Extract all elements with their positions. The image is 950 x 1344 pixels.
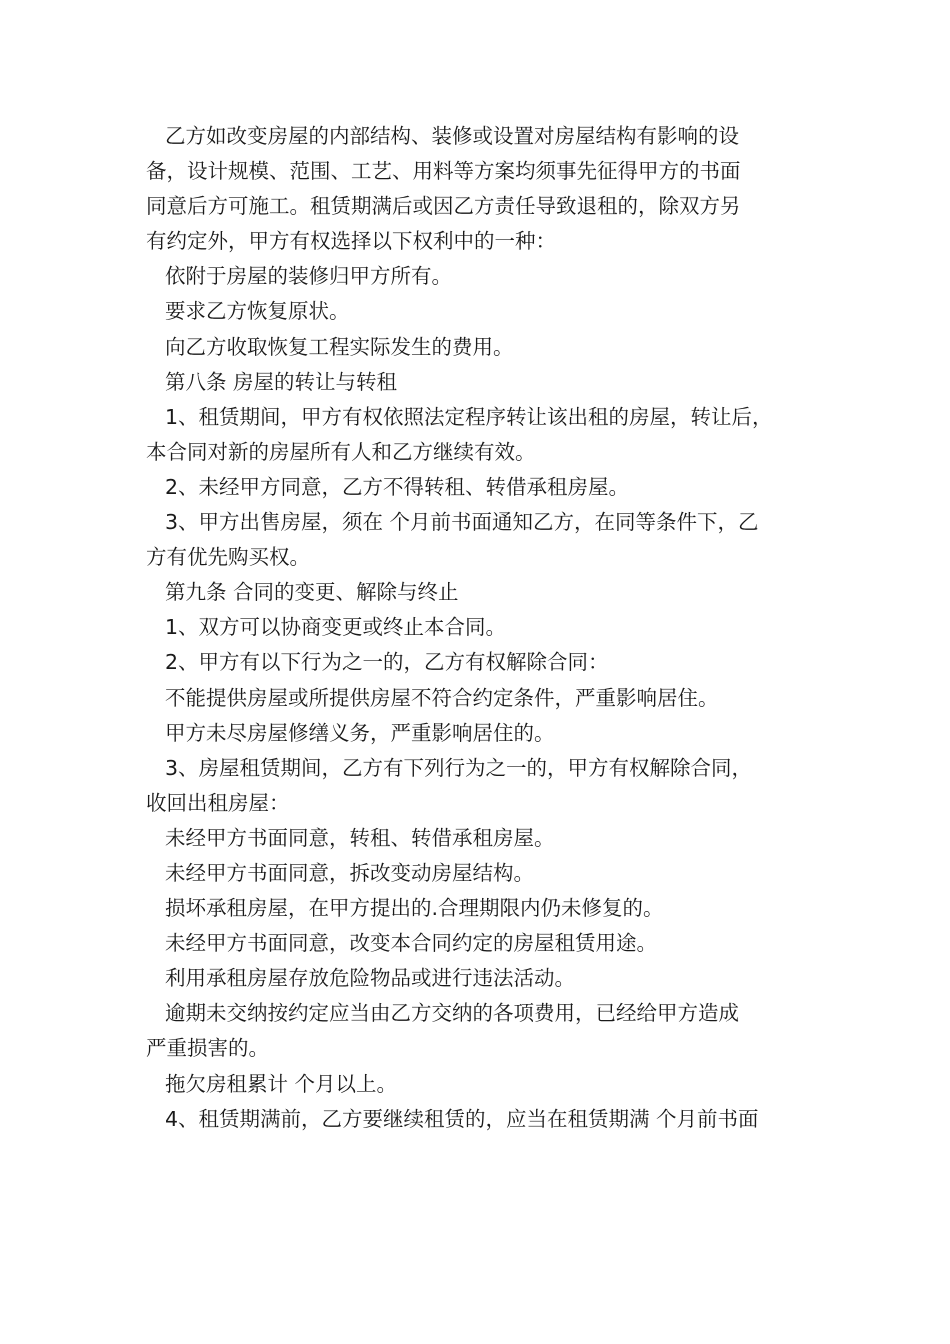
text-line: 乙方如改变房屋的内部结构、装修或设置对房屋结构有影响的设 (165, 124, 739, 148)
text-line: 3、房屋租赁期间，乙方有下列行为之一的，甲方有权解除合同， (165, 755, 753, 780)
article-9-clause-2-item (146, 716, 808, 751)
text-line: 第九条 合同的变更、解除与终止 (165, 580, 459, 605)
text-line: 3、甲方出售房屋，须在 个月前书面通知乙方，在同等条件下，乙 (165, 510, 759, 535)
text-line: 1、租赁期间，甲方有权依照法定程序转让该出租的房屋，转让后， (165, 404, 773, 429)
text-line: 2、未经甲方同意，乙方不得转租、转借承租房屋。 (165, 474, 630, 499)
paragraph-option-1 (146, 259, 808, 294)
text-line: 本合同对新的房屋所有人和乙方继续有效。 (146, 439, 536, 464)
article-9-clause-3-item (146, 856, 808, 891)
article-9-clause-4 (146, 1102, 808, 1137)
text-line: 不能提供房屋或所提供房屋不符合约定条件，严重影响居住。 (165, 685, 719, 710)
text-line: 拖欠房租累计 个月以上。 (165, 1071, 398, 1096)
text-line: 方有优先购买权。 (146, 545, 310, 570)
text-line: 未经甲方书面同意，改变本合同约定的房屋租赁用途。 (165, 931, 657, 956)
article-8-clause-3 (146, 505, 808, 575)
text-line: 向乙方收取恢复工程实际发生的费用。 (165, 334, 514, 359)
text-line: 同意后方可施工。租赁期满后或因乙方责任导致退租的，除双方另 (146, 194, 741, 219)
article-9-clause-2-item (146, 681, 808, 716)
article-9-clause-3-item (146, 891, 808, 926)
text-line: 未经甲方书面同意，拆改变动房屋结构。 (165, 860, 534, 885)
text-line: 未经甲方书面同意，转租、转借承租房屋。 (165, 825, 555, 850)
document-body (146, 119, 808, 1137)
article-8-heading (146, 365, 808, 400)
article-9-clause-2 (146, 645, 808, 680)
article-9-clause-3-item (146, 926, 808, 961)
text-line: 备，设计规模、范围、工艺、用料等方案均须事先征得甲方的书面 (146, 159, 741, 184)
text-line: 第八条 房屋的转让与转租 (165, 369, 398, 394)
article-9-clause-3-item (146, 961, 808, 996)
text-line: 依附于房屋的装修归甲方所有。 (165, 264, 452, 289)
article-8-clause-2 (146, 470, 808, 505)
paragraph-option-3 (146, 330, 808, 365)
text-line: 收回出租房屋： (146, 790, 290, 815)
article-9-clause-3-item (146, 1067, 808, 1102)
article-9-clause-3-item (146, 996, 808, 1066)
text-line: 4、租赁期满前，乙方要继续租赁的，应当在租赁期满 个月前书面 (165, 1106, 759, 1131)
paragraph-option-2 (146, 294, 808, 329)
paragraph-alteration-terms (146, 119, 808, 259)
article-9-heading (146, 575, 808, 610)
article-9-clause-1 (146, 610, 808, 645)
article-8-clause-1 (146, 400, 808, 470)
text-line: 损坏承租房屋，在甲方提出的.合理期限内仍未修复的。 (165, 896, 664, 921)
article-9-clause-3-item (146, 821, 808, 856)
text-line: 逾期未交纳按约定应当由乙方交纳的各项费用，已经给甲方造成 (165, 1001, 739, 1026)
text-line: 甲方未尽房屋修缮义务，严重影响居住的。 (165, 720, 555, 745)
text-line: 1、双方可以协商变更或终止本合同。 (165, 615, 507, 640)
text-line: 要求乙方恢复原状。 (165, 299, 350, 324)
text-line: 有约定外，甲方有权选择以下权利中的一种： (146, 229, 556, 254)
text-line: 利用承租房屋存放危险物品或进行违法活动。 (165, 966, 575, 991)
text-line: 2、甲方有以下行为之一的，乙方有权解除合同： (165, 650, 609, 675)
text-line: 严重损害的。 (146, 1036, 269, 1061)
article-9-clause-3 (146, 751, 808, 821)
